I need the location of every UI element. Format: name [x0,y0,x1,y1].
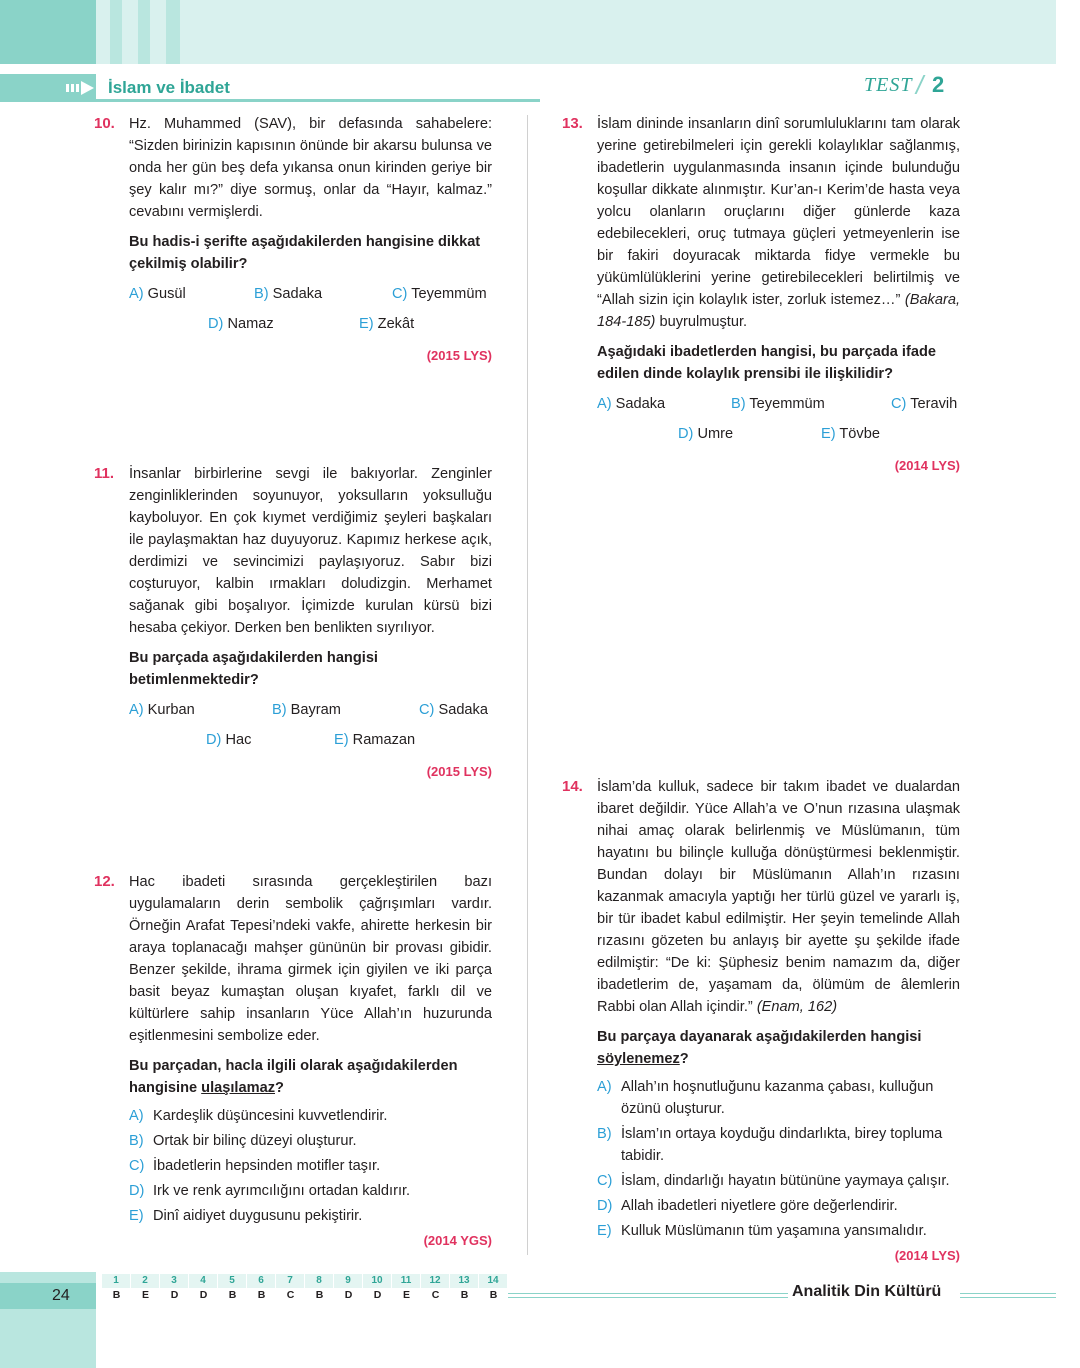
option-b[interactable]: B) Teyemmüm [731,396,825,412]
option-c[interactable]: C) Sadaka [419,702,488,718]
question-prompt: Bu parçada aşağıdakilerden hangisi betimlenmektedir? [129,650,378,688]
options [597,393,960,453]
question-number: 12. [94,873,115,890]
footer-rule [960,1293,1056,1294]
option-e[interactable]: E) Dinî aidiyet duygusunu pekiştirir. [129,1208,363,1224]
citation: (Bakara, 184-185) [597,292,960,330]
options [597,1076,960,1242]
answer-key-cell: 8 B [305,1274,334,1303]
test-number: 2 [932,72,945,97]
footer-rule [508,1297,788,1298]
option-e[interactable]: E) Ramazan [334,732,416,748]
question-text: İslam’da kulluk, sadece bir takım ibadet ve dualardan ibaret değildir. Yüce Allah’a ve O’nun rızasına ulaşmak nihai amaç olarak belirlenmiş ve Müslümanın, tüm hayatını bu bilinçle kulluğa dönüştürmesi beklenmiştir. Bundan dolayı bir Müslümanın Allah’ın rızasını kazanmak amacıyla yaptığı her türlü güzel ve yararlı iş, bir tür ibadet kabul edilmiştir. Her şeyin temelinde Allah rızasını gözeten bu anlayış bir ayette şu şekilde ifade edilmiştir: “De ki: Şüphesiz benim namazım da, diğer ibadetlerim de, yaşamam da, ölümüm de âlemlerin Rabbi olan Allah içindir.” (Enam, 162) [597,779,960,1015]
question-source: (2014 LYS) [894,458,960,473]
options [129,699,492,759]
answer-key-cell: 13 B [450,1274,479,1303]
answer-key [102,1274,508,1303]
option-c[interactable]: C) İbadetlerin hepsinden motifler taşır. [129,1158,381,1174]
page-number: 24 [52,1287,70,1304]
option-c[interactable]: C) Teravih [891,396,958,412]
option-a[interactable]: A) Kardeşlik düşüncesini kuvvetlendirir. [129,1108,388,1124]
question-number: 11. [94,465,115,482]
top-decor-block [0,0,96,64]
option-c[interactable]: C) Teyemmüm [392,286,487,302]
question-prompt: Bu parçaya dayanarak aşağıdakilerden hangisi söylenemez? [597,1029,922,1067]
top-decor-band [0,0,1056,64]
answer-key-cell: 1 B [102,1274,131,1303]
column-divider [527,115,528,1255]
options [129,1105,492,1227]
footer-rule [960,1297,1056,1298]
option-a[interactable]: A) Kurban [129,702,195,718]
top-decor-stripe [166,0,180,64]
question-prompt: Bu parçadan, hacla ilgili olarak aşağıdakilerden hangisine ulaşılamaz? [129,1058,458,1096]
question-source: (2014 YGS) [423,1233,492,1248]
question-text: İslam dininde insanların dinî sorumluluklarını tam olarak yerine getirebilmeleri için gerekli kolaylıklar sağlanmış, ibadetlerin uygulanmasında insanın içinde bulunduğu koşullar dikkate alınmıştır. Kur’an-ı Kerim’de hasta veya yolcu olanların oruçlarını diğer günlerde kaza edebilecekleri, oruç tutmaya güçleri yetmeyenlerin ise bir fakiri doyuracak miktarda fidye vermekle bu yükümlülüklerini yerine getirebilecekleri belirtilmiş ve “Allah sizin için kolaylık ister, zorluk istemez…” (Bakara, 184-185) buyrulmuştur. [597,116,960,330]
top-decor-stripe [110,0,122,64]
option-d[interactable]: D) Hac [206,732,252,748]
option-e[interactable]: E) Zekât [359,316,415,332]
options [129,283,492,343]
answer-key-cell: 6 B [247,1274,276,1303]
question-text: Hz. Muhammed (SAV), bir defasında sahabelere: “Sizden birinizin kapısının önünde bir akarsu bulunsa ve onda her gün beş defa yıkansa onun kirinden geriye bir şey kalır mı?” diye sormuş, onlar da “Hayır, kalmaz.” cevabını vermişlerdi. [129,116,492,220]
answer-key-cell: 14 B [479,1274,508,1303]
section-title: İslam ve İbadet [108,78,230,97]
question-source: (2015 LYS) [426,764,492,779]
option-a[interactable]: A) Allah’ın hoşnutluğunu kazanma çabası, kulluğun özünü oluşturur. [597,1079,934,1117]
question-text: İnsanlar birbirlerine sevgi ile bakıyorlar. Zenginler zenginliklerinden soyunuyor, yoksulların yoksulluğu kayboluyor. En çok kıymet verdiğimiz şeyleri başkaları ile paylaşmaktan haz duyuyoruz. Kapımız herkese açık, derdimizi ve sevincimizi paylaşıyoruz. Sabır bizi coşturuyor, kalbin ırmakları doludizgin. Merhamet sağanak gibi boşalıyor. İçimizde kurulan kürsü bizi hesaba çekiyor. Derken ben benlikten sıyrılıyor. [129,466,492,636]
citation: (Enam, 162) [756,999,838,1015]
book-title: Analitik Din Kültürü [792,1283,942,1300]
option-b[interactable]: B) Ortak bir bilinç düzeyi oluşturur. [129,1133,357,1149]
answer-key-cell: 4 D [189,1274,218,1303]
option-b[interactable]: B) Bayram [272,702,341,718]
underlined-keyword: ulaşılamaz [201,1080,275,1096]
top-decor-stripe [138,0,150,64]
test-slash: / [916,70,924,100]
underlined-keyword: söylenemez [597,1051,680,1067]
question-text: Hac ibadeti sırasında gerçekleştirilen bazı uygulamaların derin sembolik çağrışımları vardır. Örneğin Arafat Tepesi’ndeki vakfe, ahirette herkesin bir araya toplanacağı mahşer gününün bir provası gibidir. Benzer şekilde, ihrama girmek için giyilen ve iki parça basit beyaz kumaştan oluşan kıyafet, farklı dil ve kültürlere sahip insanların Yüce Allah’ın huzurunda eşitlenmesini sembolize eder. [129,874,492,1044]
option-d[interactable]: D) Namaz [208,316,274,332]
question-14 [562,776,960,1267]
option-d[interactable]: D) Umre [678,426,734,442]
question-source: (2014 LYS) [894,1248,960,1263]
answer-key-cell: 3 D [160,1274,189,1303]
answer-key-cell: 7 C [276,1274,305,1303]
arrow-right-icon [66,78,96,98]
question-number: 10. [94,115,115,132]
question-number: 13. [562,115,583,132]
test-label: TEST [864,74,913,96]
option-b[interactable]: B) İslam’ın ortaya koyduğu dindarlıkta, birey topluma tabidir. [597,1126,943,1164]
answer-key-cell: 5 B [218,1274,247,1303]
answer-key-cell: 10 D [363,1274,392,1303]
option-d[interactable]: D) Allah ibadetleri niyetlere göre değerlendirir. [597,1198,898,1214]
footer-rule [508,1293,788,1294]
question-prompt: Aşağıdaki ibadetlerden hangisi, bu parçada ifade edilen dinde kolaylık prensibi ile ilişkilidir? [597,344,936,382]
question-prompt: Bu hadis-i şerifte aşağıdakilerden hangisine dikkat çekilmiş olabilir? [129,234,481,272]
option-b[interactable]: B) Sadaka [254,286,323,302]
question-13 [562,113,960,477]
answer-key-cell: 11 E [392,1274,421,1303]
option-e[interactable]: E) Kulluk Müslümanın tüm yaşamına yansımalıdır. [597,1223,927,1239]
option-a[interactable]: A) Gusül [129,286,186,302]
header-underline [0,99,540,102]
option-a[interactable]: A) Sadaka [597,396,666,412]
answer-key-cell: 9 D [334,1274,363,1303]
option-e[interactable]: E) Tövbe [821,426,880,442]
answer-key-cell: 12 C [421,1274,450,1303]
question-12 [94,871,492,1252]
question-source: (2015 LYS) [426,348,492,363]
question-number: 14. [562,778,583,795]
option-d[interactable]: D) Irk ve renk ayrımcılığını ortadan kaldırır. [129,1183,411,1199]
page-number-box [0,1283,96,1309]
question-11 [94,463,492,783]
option-c[interactable]: C) İslam, dindarlığı hayatın bütününe yaymaya çalışır. [597,1173,950,1189]
question-10 [94,113,492,367]
answer-key-cell: 2 E [131,1274,160,1303]
